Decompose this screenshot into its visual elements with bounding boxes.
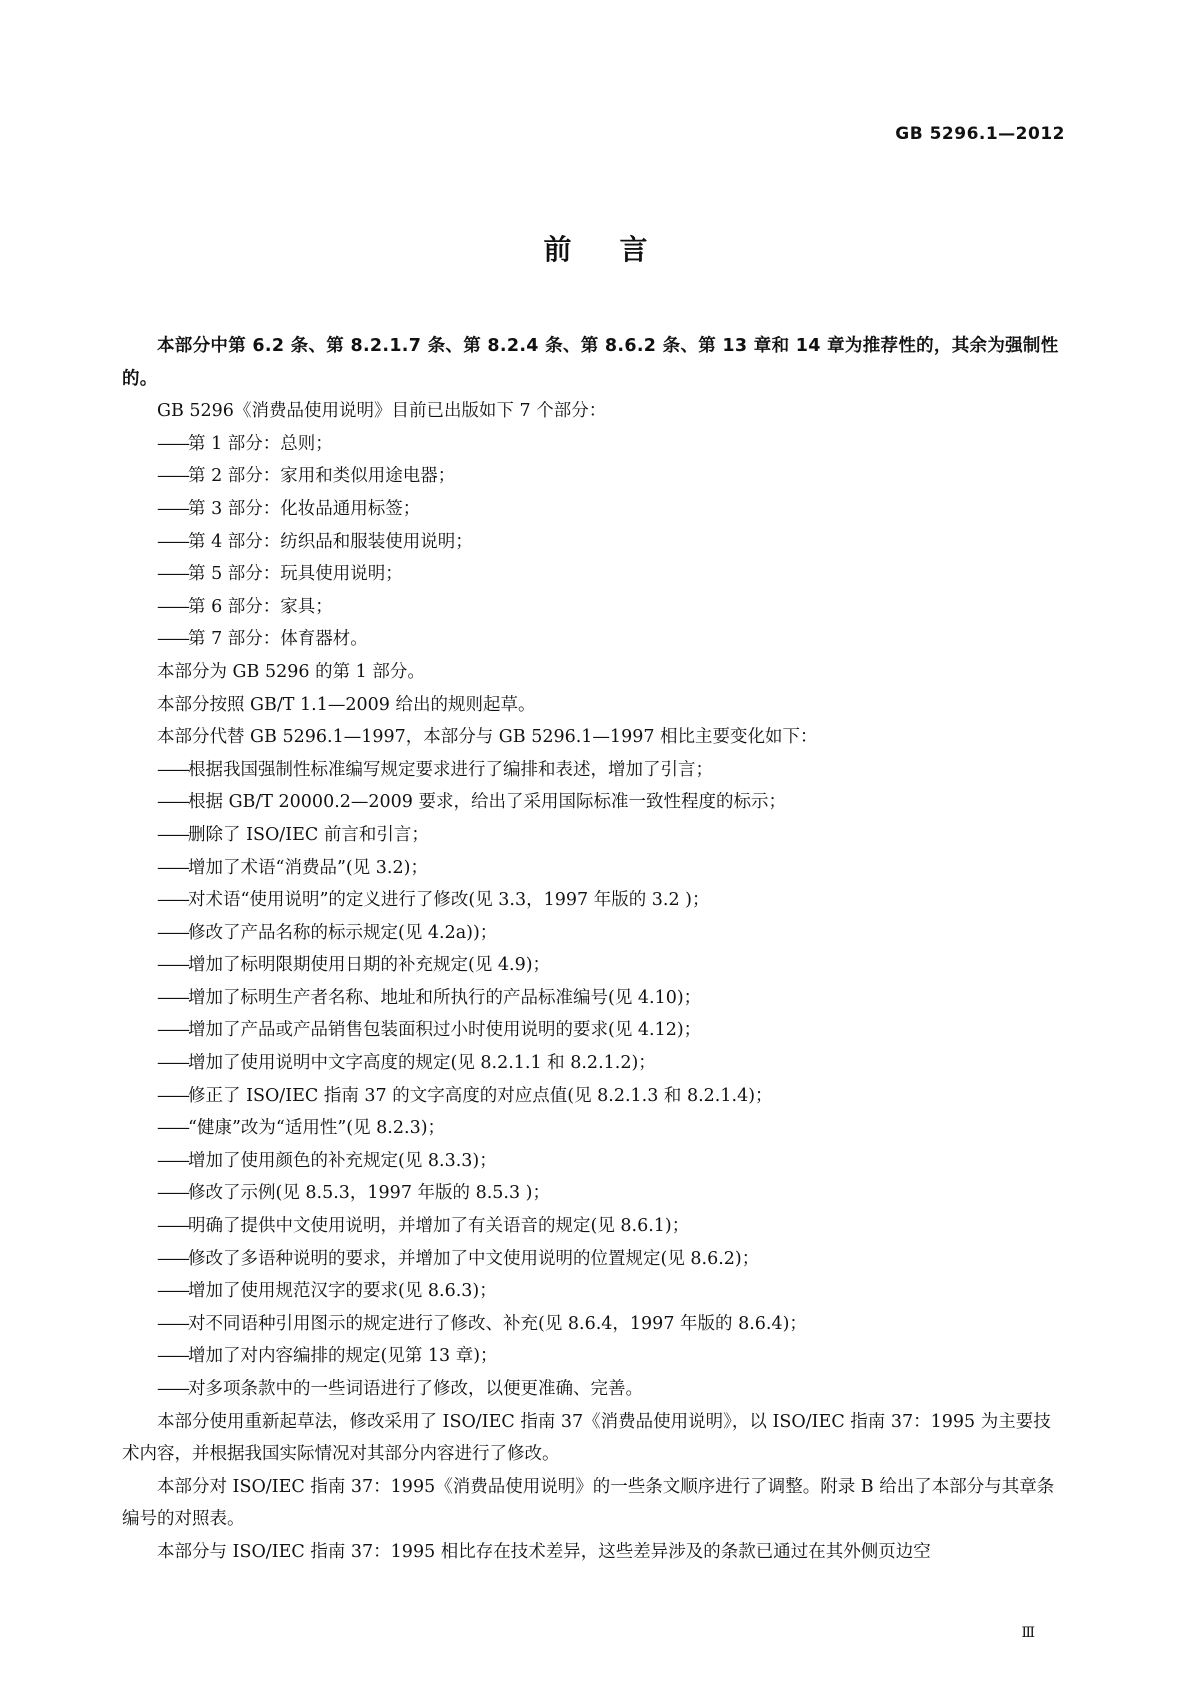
list-item: ——对多项条款中的一些词语进行了修改，以便更准确、完善。 bbox=[157, 1379, 643, 1399]
list-item: ——修改了产品名称的标示规定(见 4.2a))； bbox=[157, 922, 498, 943]
list-item: ——增加了对内容编排的规定(见第 13 章)； bbox=[157, 1346, 498, 1367]
list-item: ——增加了使用颜色的补充规定(见 8.3.3)； bbox=[157, 1150, 497, 1171]
list-item: ——修改了多语种说明的要求，并增加了中文使用说明的位置规定(见 8.6.2)； bbox=[157, 1248, 760, 1269]
list-item: ——修改了示例(见 8.5.3，1997 年版的 8.5.3 )； bbox=[157, 1183, 550, 1204]
list-item: ——第 5 部分：玩具使用说明； bbox=[157, 564, 403, 585]
list-item: ——“健康”改为“适用性”(见 8.2.3)； bbox=[157, 1118, 446, 1139]
list-item: ——对不同语种引用图示的规定进行了修改、补充(见 8.6.4，1997 年版的 8.6.4)； bbox=[157, 1313, 807, 1334]
part-of-paragraph: 本部分为 GB 5296 的第 1 部分。 bbox=[157, 661, 425, 682]
rules-paragraph: 本部分按照 GB/T 1.1—2009 给出的规则起草。 bbox=[157, 694, 536, 715]
list-item: ——根据 GB/T 20000.2—2009 要求，给出了采用国际标准一致性程度的标示； bbox=[157, 792, 786, 813]
list-item: ——明确了提供中文使用说明，并增加了有关语音的规定(见 8.6.1)； bbox=[157, 1216, 690, 1237]
page-title: 前言 bbox=[543, 233, 696, 266]
redraft-paragraph: 本部分使用重新起草法，修改采用了 ISO/IEC 指南 37《消费品使用说明》，以 ISO/IEC 指南 37：1995 为主要技术内容，并根据我国实际情况对其部分内容进行了修改。 bbox=[122, 1411, 1051, 1465]
document-body bbox=[122, 330, 1062, 1569]
list-item: ——第 6 部分：家具； bbox=[157, 596, 333, 617]
list-item: ——增加了标明生产者名称、地址和所执行的产品标准编号(见 4.10)； bbox=[157, 987, 702, 1008]
list-item: ——增加了标明限期使用日期的补充规定(见 4.9)； bbox=[157, 955, 551, 976]
order-paragraph: 本部分对 ISO/IEC 指南 37：1995《消费品使用说明》的一些条文顺序进行了调整。附录 B 给出了本部分与其章条编号的对照表。 bbox=[122, 1476, 1055, 1530]
intro-paragraph: 本部分中第 6.2 条、第 8.2.1.7 条、第 8.2.4 条、第 8.6.2 条、第 13 章和 14 章为推荐性的，其余为强制性的。 bbox=[122, 336, 1059, 389]
changes-list bbox=[122, 754, 1062, 1406]
replaces-paragraph: 本部分代替 GB 5296.1—1997，本部分与 GB 5296.1—1997 相比主要变化如下： bbox=[157, 727, 818, 748]
difference-paragraph: 本部分与 ISO/IEC 指南 37：1995 相比存在技术差异，这些差异涉及的条款已通过在其外侧页边空 bbox=[157, 1541, 931, 1562]
list-item: ——第 1 部分：总则； bbox=[157, 433, 333, 454]
list-item: ——修正了 ISO/IEC 指南 37 的文字高度的对应点值(见 8.2.1.3 和 8.2.1.4)； bbox=[157, 1085, 773, 1106]
list-item: ——第 7 部分：体育器材。 bbox=[157, 629, 368, 650]
list-item: ——删除了 ISO/IEC 前言和引言； bbox=[157, 824, 429, 845]
parts-intro-paragraph: GB 5296《消费品使用说明》目前已出版如下 7 个部分： bbox=[157, 401, 607, 422]
list-item: ——增加了术语“消费品”(见 3.2)； bbox=[157, 857, 428, 878]
parts-list bbox=[122, 428, 1062, 656]
page-number: Ⅲ bbox=[1021, 1625, 1035, 1641]
list-item: ——第 3 部分：化妆品通用标签； bbox=[157, 498, 421, 519]
list-item: ——增加了使用说明中文字高度的规定(见 8.2.1.1 和 8.2.1.2)； bbox=[157, 1053, 656, 1074]
document-id: GB 5296.1—2012 bbox=[895, 124, 1065, 144]
list-item: ——根据我国强制性标准编写规定要求进行了编排和表述，增加了引言； bbox=[157, 759, 713, 780]
list-item: ——增加了产品或产品销售包装面积过小时使用说明的要求(见 4.12)； bbox=[157, 1020, 702, 1041]
list-item: ——第 4 部分：纺织品和服装使用说明； bbox=[157, 531, 473, 552]
list-item: ——对术语“使用说明”的定义进行了修改(见 3.3，1997 年版的 3.2 )； bbox=[157, 890, 710, 911]
list-item: ——第 2 部分：家用和类似用途电器； bbox=[157, 466, 456, 487]
list-item: ——增加了使用规范汉字的要求(见 8.6.3)； bbox=[157, 1281, 497, 1302]
